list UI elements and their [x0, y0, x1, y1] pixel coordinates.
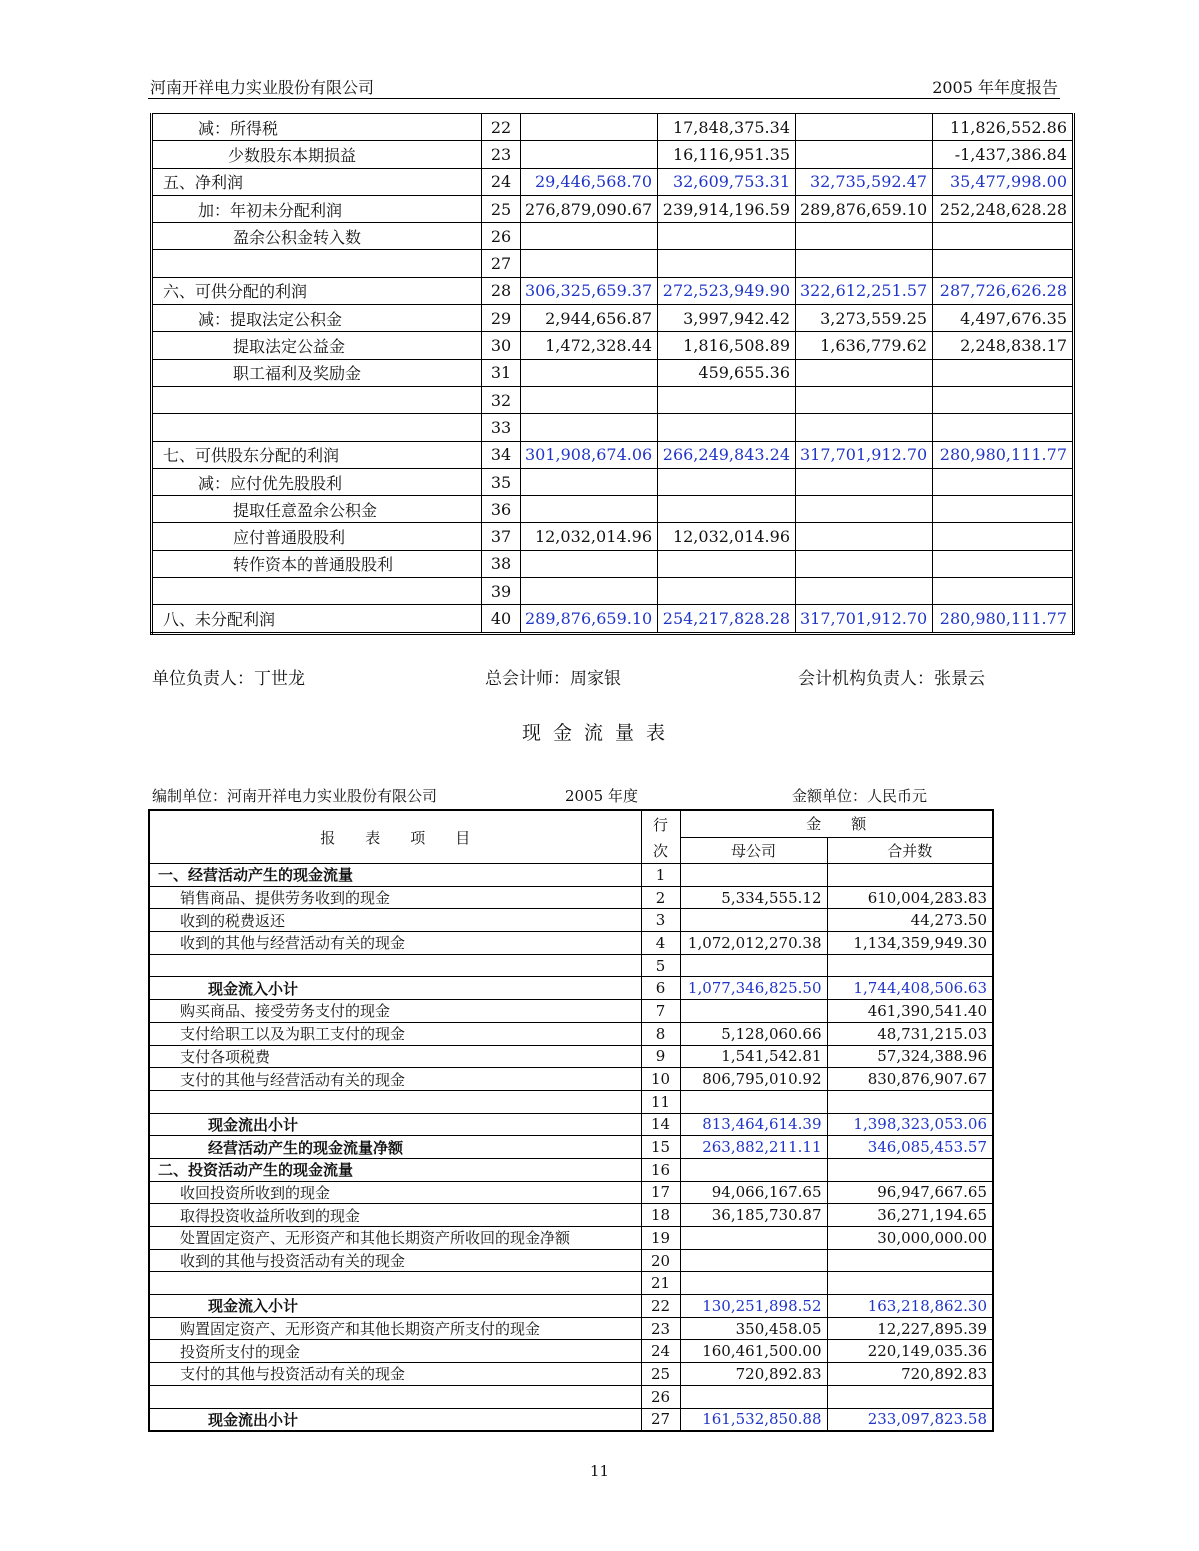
row-line-number: 19 [641, 1227, 680, 1250]
row-line-number: 22 [482, 114, 521, 141]
consolidated-amount: 163,218,862.30 [827, 1295, 993, 1318]
amount-cell [521, 550, 658, 577]
row-line-number: 33 [482, 414, 521, 441]
row-label: 提取任意盈余公积金 [152, 496, 482, 523]
amount-cell [933, 359, 1074, 386]
row-line-number: 25 [482, 195, 521, 222]
header-company: 河南开祥电力实业股份有限公司 [150, 78, 375, 97]
amount-cell: 317,701,912.70 [796, 605, 933, 633]
parent-amount: 36,185,730.87 [680, 1204, 827, 1227]
amount-cell [796, 550, 933, 577]
amount-cell [933, 250, 1074, 277]
parent-amount [680, 1249, 827, 1272]
row-line-number: 39 [482, 578, 521, 605]
parent-amount: 130,251,898.52 [680, 1295, 827, 1318]
row-label: 七、可供股东分配的利润 [152, 441, 482, 468]
parent-amount: 1,541,542.81 [680, 1045, 827, 1068]
amount-cell [521, 359, 658, 386]
header-line-top: 行 [641, 810, 680, 837]
row-label: 收到的其他与投资活动有关的现金 [149, 1249, 641, 1272]
row-label: 销售商品、提供劳务收到的现金 [149, 886, 641, 909]
row-label: 一、经营活动产生的现金流量 [149, 864, 641, 887]
cashflow-table-row [149, 1385, 993, 1408]
consolidated-amount: 1,744,408,506.63 [827, 977, 993, 1000]
row-label: 购买商品、接受劳务支付的现金 [149, 1000, 641, 1023]
page-header [150, 72, 1058, 98]
profit-table-row [152, 496, 1074, 523]
consolidated-amount: 30,000,000.00 [827, 1227, 993, 1250]
amount-cell [796, 496, 933, 523]
amount-cell: 280,980,111.77 [933, 441, 1074, 468]
amount-cell [796, 223, 933, 250]
amount-cell: 17,848,375.34 [658, 114, 796, 141]
row-line-number: 22 [641, 1295, 680, 1318]
cashflow-table-row [149, 886, 993, 909]
row-line-number: 38 [482, 550, 521, 577]
header-line-bottom: 次 [641, 837, 680, 863]
amount-cell: 276,879,090.67 [521, 195, 658, 222]
amount-cell [658, 550, 796, 577]
row-line-number: 6 [641, 977, 680, 1000]
page-number: 11 [589, 1462, 610, 1480]
amount-cell [796, 523, 933, 550]
row-label: 投资所支付的现金 [149, 1340, 641, 1363]
profit-table-row [152, 168, 1074, 195]
cashflow-table-row [149, 1408, 993, 1431]
consolidated-amount: 461,390,541.40 [827, 1000, 993, 1023]
row-line-number: 26 [482, 223, 521, 250]
amount-cell: 11,826,552.86 [933, 114, 1074, 141]
amount-cell [521, 141, 658, 168]
profit-table-row [152, 114, 1074, 141]
row-line-number: 24 [482, 168, 521, 195]
amount-cell [796, 578, 933, 605]
amount-cell [521, 414, 658, 441]
profit-table-row [152, 223, 1074, 250]
row-label [149, 1090, 641, 1113]
profit-table-row [152, 277, 1074, 304]
parent-amount: 350,458.05 [680, 1317, 827, 1340]
row-label: 应付普通股股利 [152, 523, 482, 550]
row-label: 现金流出小计 [149, 1408, 641, 1431]
amount-cell [933, 468, 1074, 495]
cashflow-table-row [149, 1272, 993, 1295]
row-label [149, 1272, 641, 1295]
row-line-number: 20 [641, 1249, 680, 1272]
row-label: 支付各项税费 [149, 1045, 641, 1068]
amount-cell: 266,249,843.24 [658, 441, 796, 468]
consolidated-amount: 610,004,283.83 [827, 886, 993, 909]
row-line-number: 27 [641, 1408, 680, 1431]
parent-amount: 5,128,060.66 [680, 1022, 827, 1045]
cashflow-table-row [149, 954, 993, 977]
parent-amount [680, 864, 827, 887]
profit-table-row [152, 332, 1074, 359]
signature-chief-accountant: 总会计师：周家银 [485, 669, 621, 689]
row-label: 六、可供分配的利润 [152, 277, 482, 304]
profit-table-row [152, 359, 1074, 386]
amount-cell: 254,217,828.28 [658, 605, 796, 633]
row-label: 减：所得税 [152, 114, 482, 141]
amount-cell: 32,735,592.47 [796, 168, 933, 195]
header-parent: 母公司 [680, 837, 827, 863]
row-line-number: 21 [641, 1272, 680, 1295]
cashflow-table-row [149, 1181, 993, 1204]
amount-cell: 239,914,196.59 [658, 195, 796, 222]
amount-cell [933, 523, 1074, 550]
amount-cell: 287,726,626.28 [933, 277, 1074, 304]
amount-cell: 12,032,014.96 [521, 523, 658, 550]
row-label: 购置固定资产、无形资产和其他长期资产所支付的现金 [149, 1317, 641, 1340]
consolidated-amount: 346,085,453.57 [827, 1136, 993, 1159]
amount-cell: 29,446,568.70 [521, 168, 658, 195]
amount-cell: 272,523,949.90 [658, 277, 796, 304]
row-line-number: 23 [641, 1317, 680, 1340]
parent-amount [680, 1090, 827, 1113]
parent-amount [680, 1158, 827, 1181]
cashflow-table-row [149, 1136, 993, 1159]
header-report-title: 2005 年年度报告 [932, 78, 1058, 97]
amount-cell: 32,609,753.31 [658, 168, 796, 195]
consolidated-amount: 12,227,895.39 [827, 1317, 993, 1340]
cashflow-year: 2005 年度 [565, 787, 638, 805]
amount-cell [658, 496, 796, 523]
amount-cell [796, 250, 933, 277]
profit-table-row [152, 305, 1074, 332]
row-line-number: 1 [641, 864, 680, 887]
profit-table-row [152, 386, 1074, 413]
amount-cell [796, 359, 933, 386]
amount-cell: 289,876,659.10 [796, 195, 933, 222]
amount-cell [933, 550, 1074, 577]
amount-cell [658, 414, 796, 441]
profit-table-row [152, 195, 1074, 222]
row-line-number: 26 [641, 1385, 680, 1408]
cashflow-prepared-by: 编制单位：河南开祥电力实业股份有限公司 [152, 787, 438, 805]
row-label: 少数股东本期损益 [152, 141, 482, 168]
row-label: 提取法定公益金 [152, 332, 482, 359]
row-line-number: 29 [482, 305, 521, 332]
cashflow-table-row [149, 932, 993, 955]
row-label: 处置固定资产、无形资产和其他长期资产所收回的现金净额 [149, 1227, 641, 1250]
amount-cell: 3,273,559.25 [796, 305, 933, 332]
cashflow-table-row [149, 1317, 993, 1340]
amount-cell [521, 578, 658, 605]
row-label: 加：年初未分配利润 [152, 195, 482, 222]
row-label: 减：应付优先股股利 [152, 468, 482, 495]
cashflow-table-row [149, 1000, 993, 1023]
cashflow-header-row [149, 810, 993, 837]
parent-amount [680, 1272, 827, 1295]
row-line-number: 23 [482, 141, 521, 168]
amount-cell [796, 114, 933, 141]
consolidated-amount: 830,876,907.67 [827, 1068, 993, 1091]
amount-cell [933, 386, 1074, 413]
parent-amount: 813,464,614.39 [680, 1113, 827, 1136]
parent-amount [680, 909, 827, 932]
amount-cell: 301,908,674.06 [521, 441, 658, 468]
row-label: 八、未分配利润 [152, 605, 482, 633]
amount-cell [933, 496, 1074, 523]
consolidated-amount: 1,398,323,053.06 [827, 1113, 993, 1136]
consolidated-amount: 36,271,194.65 [827, 1204, 993, 1227]
row-line-number: 11 [641, 1090, 680, 1113]
signature-unit-head: 单位负责人：丁世龙 [152, 669, 305, 689]
amount-cell: -1,437,386.84 [933, 141, 1074, 168]
amount-cell [796, 414, 933, 441]
consolidated-amount [827, 1158, 993, 1181]
row-line-number: 10 [641, 1068, 680, 1091]
row-label: 现金流入小计 [149, 977, 641, 1000]
amount-cell [521, 223, 658, 250]
amount-cell: 280,980,111.77 [933, 605, 1074, 633]
cashflow-table-row [149, 1340, 993, 1363]
row-line-number: 15 [641, 1136, 680, 1159]
row-line-number: 17 [641, 1181, 680, 1204]
row-line-number: 7 [641, 1000, 680, 1023]
amount-cell [658, 250, 796, 277]
cashflow-unit: 金额单位：人民币元 [792, 787, 928, 805]
row-label: 收到的其他与经营活动有关的现金 [149, 932, 641, 955]
cashflow-table-row [149, 1068, 993, 1091]
row-label: 现金流入小计 [149, 1295, 641, 1318]
consolidated-amount [827, 1090, 993, 1113]
row-line-number: 14 [641, 1113, 680, 1136]
cashflow-table-row [149, 1045, 993, 1068]
amount-cell: 317,701,912.70 [796, 441, 933, 468]
row-label: 转作资本的普通股股利 [152, 550, 482, 577]
amount-cell [658, 386, 796, 413]
parent-amount: 806,795,010.92 [680, 1068, 827, 1091]
cashflow-table-row [149, 1158, 993, 1181]
cashflow-table-row [149, 864, 993, 887]
amount-cell [658, 223, 796, 250]
row-label: 经营活动产生的现金流量净额 [149, 1136, 641, 1159]
row-line-number: 18 [641, 1204, 680, 1227]
profit-table-row [152, 550, 1074, 577]
consolidated-amount [827, 864, 993, 887]
profit-table-row [152, 523, 1074, 550]
amount-cell: 4,497,676.35 [933, 305, 1074, 332]
profit-table-row [152, 141, 1074, 168]
consolidated-amount [827, 1272, 993, 1295]
row-line-number: 4 [641, 932, 680, 955]
cashflow-table-row [149, 977, 993, 1000]
cashflow-table-row [149, 1249, 993, 1272]
header-item: 报 表 项 目 [149, 810, 641, 864]
cashflow-table-row [149, 1204, 993, 1227]
row-line-number: 2 [641, 886, 680, 909]
parent-amount: 263,882,211.11 [680, 1136, 827, 1159]
consolidated-amount [827, 1385, 993, 1408]
cashflow-table-row [149, 1363, 993, 1386]
amount-cell [933, 578, 1074, 605]
amount-cell: 1,472,328.44 [521, 332, 658, 359]
amount-cell [658, 578, 796, 605]
cashflow-table-row [149, 1295, 993, 1318]
amount-cell [796, 386, 933, 413]
parent-amount [680, 1385, 827, 1408]
amount-cell [796, 141, 933, 168]
row-label [152, 386, 482, 413]
parent-amount: 160,461,500.00 [680, 1340, 827, 1363]
row-line-number: 5 [641, 954, 680, 977]
parent-amount: 1,072,012,270.38 [680, 932, 827, 955]
amount-cell: 16,116,951.35 [658, 141, 796, 168]
row-label [149, 954, 641, 977]
consolidated-amount: 44,273.50 [827, 909, 993, 932]
cashflow-title: 现金流量表 [521, 722, 677, 744]
row-label: 收回投资所收到的现金 [149, 1181, 641, 1204]
cashflow-table-row [149, 1022, 993, 1045]
amount-cell: 252,248,628.28 [933, 195, 1074, 222]
profit-table-row [152, 441, 1074, 468]
profit-distribution-table [150, 113, 1075, 635]
amount-cell: 35,477,998.00 [933, 168, 1074, 195]
row-label [149, 1385, 641, 1408]
row-line-number: 3 [641, 909, 680, 932]
amount-cell: 289,876,659.10 [521, 605, 658, 633]
consolidated-amount: 220,149,035.36 [827, 1340, 993, 1363]
row-label: 取得投资收益所收到的现金 [149, 1204, 641, 1227]
amount-cell: 3,997,942.42 [658, 305, 796, 332]
cashflow-table-row [149, 1090, 993, 1113]
row-line-number: 35 [482, 468, 521, 495]
row-line-number: 8 [641, 1022, 680, 1045]
row-label: 现金流出小计 [149, 1113, 641, 1136]
consolidated-amount: 57,324,388.96 [827, 1045, 993, 1068]
parent-amount: 161,532,850.88 [680, 1408, 827, 1431]
row-label: 支付的其他与投资活动有关的现金 [149, 1363, 641, 1386]
parent-amount [680, 1227, 827, 1250]
amount-cell: 459,655.36 [658, 359, 796, 386]
parent-amount: 1,077,346,825.50 [680, 977, 827, 1000]
amount-cell [521, 496, 658, 523]
row-label: 盈余公积金转入数 [152, 223, 482, 250]
parent-amount: 94,066,167.65 [680, 1181, 827, 1204]
row-line-number: 30 [482, 332, 521, 359]
row-label: 支付的其他与经营活动有关的现金 [149, 1068, 641, 1091]
profit-table-row [152, 250, 1074, 277]
cashflow-table [148, 809, 994, 1432]
row-line-number: 37 [482, 523, 521, 550]
amount-cell [796, 468, 933, 495]
row-line-number: 28 [482, 277, 521, 304]
amount-cell: 2,944,656.87 [521, 305, 658, 332]
amount-cell: 1,816,508.89 [658, 332, 796, 359]
amount-cell: 12,032,014.96 [658, 523, 796, 550]
profit-table-row [152, 605, 1074, 633]
row-label [152, 250, 482, 277]
row-label: 二、投资活动产生的现金流量 [149, 1158, 641, 1181]
row-label [152, 414, 482, 441]
row-line-number: 34 [482, 441, 521, 468]
amount-cell: 1,636,779.62 [796, 332, 933, 359]
row-label: 职工福利及奖励金 [152, 359, 482, 386]
row-label: 减：提取法定公积金 [152, 305, 482, 332]
row-line-number: 31 [482, 359, 521, 386]
amount-cell: 2,248,838.17 [933, 332, 1074, 359]
parent-amount: 5,334,555.12 [680, 886, 827, 909]
consolidated-amount: 96,947,667.65 [827, 1181, 993, 1204]
consolidated-amount [827, 954, 993, 977]
cashflow-table-row [149, 1227, 993, 1250]
row-line-number: 40 [482, 605, 521, 633]
amount-cell [658, 468, 796, 495]
parent-amount [680, 1000, 827, 1023]
row-line-number: 27 [482, 250, 521, 277]
cashflow-table-row [149, 909, 993, 932]
row-label: 收到的税费返还 [149, 909, 641, 932]
row-line-number: 25 [641, 1363, 680, 1386]
amount-cell [521, 386, 658, 413]
amount-cell [521, 468, 658, 495]
row-line-number: 16 [641, 1158, 680, 1181]
row-line-number: 36 [482, 496, 521, 523]
header-rule [148, 98, 1060, 99]
parent-amount [680, 954, 827, 977]
signature-accounting-head: 会计机构负责人：张景云 [798, 669, 985, 689]
row-label: 五、净利润 [152, 168, 482, 195]
amount-cell [933, 223, 1074, 250]
amount-cell: 322,612,251.57 [796, 277, 933, 304]
consolidated-amount: 720,892.83 [827, 1363, 993, 1386]
row-label: 支付给职工以及为职工支付的现金 [149, 1022, 641, 1045]
consolidated-amount: 48,731,215.03 [827, 1022, 993, 1045]
row-line-number: 9 [641, 1045, 680, 1068]
amount-cell [933, 414, 1074, 441]
parent-amount: 720,892.83 [680, 1363, 827, 1386]
consolidated-amount [827, 1249, 993, 1272]
profit-table-row [152, 468, 1074, 495]
header-consolidated: 合并数 [827, 837, 993, 863]
row-label [152, 578, 482, 605]
profit-table-row [152, 578, 1074, 605]
cashflow-table-row [149, 1113, 993, 1136]
profit-table-row [152, 414, 1074, 441]
amount-cell [521, 114, 658, 141]
consolidated-amount: 1,134,359,949.30 [827, 932, 993, 955]
amount-cell: 306,325,659.37 [521, 277, 658, 304]
header-amount: 金 额 [680, 810, 993, 837]
row-line-number: 24 [641, 1340, 680, 1363]
row-line-number: 32 [482, 386, 521, 413]
amount-cell [521, 250, 658, 277]
consolidated-amount: 233,097,823.58 [827, 1408, 993, 1431]
